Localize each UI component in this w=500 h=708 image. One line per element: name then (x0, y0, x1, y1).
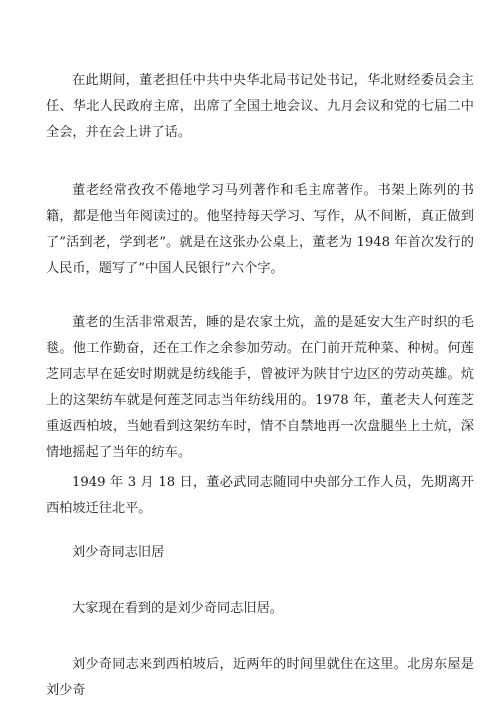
paragraph-5: 大家现在看到的是刘少奇同志旧居。 (72, 601, 283, 616)
paragraph-1: 在此期间，董老担任中共中央华北局书记处书记，华北财经委员会主任、华北人民政府主席，出席了全国土地会议、九月会议和党的七届二中全会，并在会上讲了话。 (46, 73, 474, 140)
paragraph-3: 董老的生活非常艰苦，睡的是农家土炕，盖的是延安大生产时织的毛毯。他工作勤奋，还在工作之余参加劳动。在门前开荒种菜、种树。何莲芝同志早在延安时期就是纺线能手，曾被评为陕甘宁边区的劳动英雄。炕上的这架纺车就是何莲芝同志当年纺线用的。1978 年，董老夫人何莲芝重返西柏坡，当她看到这架纺车时，情不自禁地再一次盘腿坐上土炕，深情地摇起了当年的纺车。 (46, 315, 474, 460)
paragraph-4: 1949 年 3 月 18 日，董必武同志随同中央部分工作人员，先期离开西柏坡迁往北平。 (46, 475, 474, 516)
paragraph-2: 董老经常孜孜不倦地学习马列著作和毛主席著作。书架上陈列的书籍，都是他当年阅读过的。他坚持每天学习、写作，从不间断，真正做到了”活到老，学到老”。就是在这张办公桌上，董老为 1948 年首次发行的人民币，题写了”中国人民银行”六个字。 (46, 183, 474, 276)
paragraph-6: 刘少奇同志来到西柏坡后，近两年的时间里就住在这里。北房东屋是刘少奇 (46, 657, 474, 698)
section-heading: 刘少奇同志旧居 (72, 545, 165, 560)
